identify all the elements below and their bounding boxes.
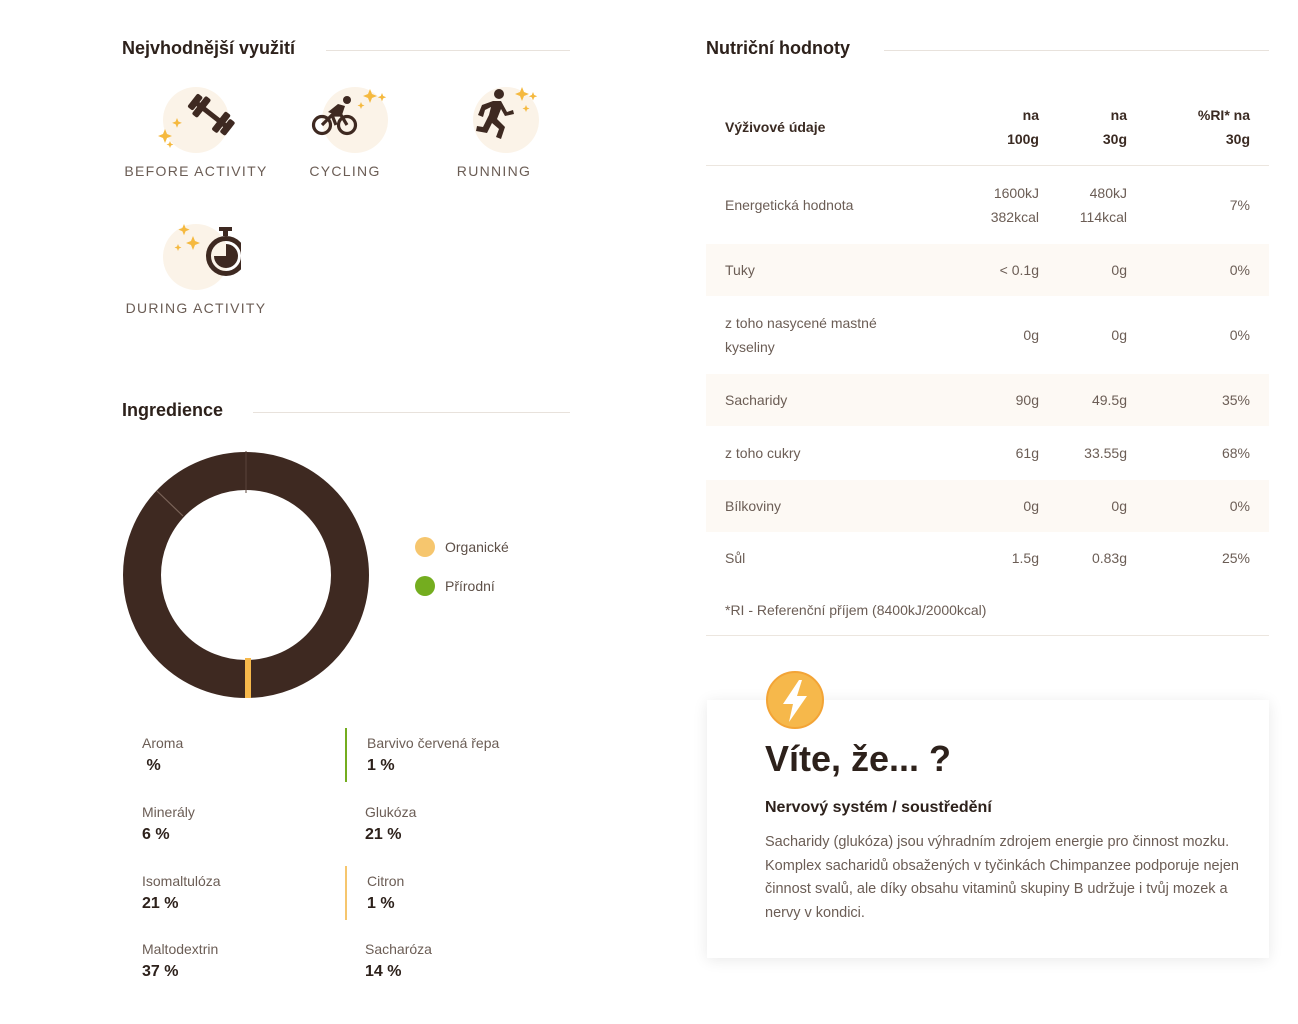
card-text: Sacharidy (glukóza) jsou výhradním zdrojem energie pro činnost mozku. Komplex sacharidů obsažených v tyčinkách Chimpanzee podporuje nejen činnost svalů, ale díky obsahu vitaminů skupiny B udržuje i tvůj mozek a nervy v kondici. [765, 834, 1239, 921]
legend-item-natural [415, 576, 495, 596]
legend-dot-natural [415, 576, 435, 596]
ingredient-value: 1 % [367, 895, 395, 912]
table-row: Energetická hodnota 1600kJ 382kcal 480kJ 114kcal 7% [725, 185, 1250, 225]
usage-title-divider [326, 50, 570, 51]
runner-icon [449, 85, 539, 155]
nutrition-title-divider [884, 50, 1269, 51]
legend-dot-organic [415, 537, 435, 557]
header-per-30g: na 30g [1102, 106, 1127, 147]
nutrition-table [706, 88, 1269, 636]
ingredient-name: Isomaltulóza [142, 873, 221, 889]
ingredient-name: Barvivo červená řepa [367, 735, 500, 751]
usage-item-before-activity [121, 85, 271, 179]
ingredient-name: Citron [367, 873, 405, 889]
table-row: z toho nasycené mastné kyseliny 0g 0g 0% [725, 315, 1250, 355]
ingredients-title-divider [253, 412, 570, 413]
card-title: Víte, že... ? [765, 738, 952, 779]
table-row: Tuky < 0.1g 0g 0% [706, 244, 1269, 296]
table-row: Sůl 1.5g 0.83g 25% [725, 550, 1250, 566]
dumbbell-icon [151, 85, 241, 155]
usage-item-running [419, 85, 569, 179]
usage-title: Nejvhodnější využití [122, 38, 296, 58]
organic-marker [345, 866, 347, 920]
nutrition-footnote: *RI - Referenční příjem (8400kJ/2000kcal) [706, 584, 1269, 636]
table-row: Sacharidy 90g 49.5g 35% [706, 374, 1269, 426]
ingredient-maltodextrin [142, 941, 342, 981]
usage-label: RUNNING [456, 163, 532, 179]
cyclist-icon [300, 85, 390, 155]
donut-main-ring [142, 471, 350, 679]
table-row: Bílkoviny 0g 0g 0% [706, 480, 1269, 532]
ingredients-donut-chart [122, 451, 370, 699]
ingredient-glukoza [365, 804, 565, 844]
legend-label: Přírodní [445, 578, 495, 594]
nutrition-table-header [706, 88, 1269, 166]
ingredient-value: 1 % [367, 757, 395, 774]
ingredient-name: Minerály [142, 804, 195, 820]
card-subtitle: Nervový systém / soustředění [765, 799, 992, 816]
ingredient-value: % [142, 757, 161, 774]
ingredient-mineraly [142, 804, 342, 844]
header-per-100g: na 100g [1007, 106, 1039, 147]
ingredient-aroma [142, 735, 342, 775]
ingredient-name: Aroma [142, 735, 184, 751]
ingredient-value: 37 % [142, 963, 179, 980]
ingredient-barvivo [367, 735, 567, 775]
ingredient-value: 21 % [365, 826, 402, 843]
ingredient-value: 6 % [142, 826, 170, 843]
usage-label: BEFORE ACTIVITY [124, 163, 268, 179]
ingredient-sacharoza [365, 941, 565, 981]
header-nutrient: Výživové údaje [725, 118, 826, 135]
ingredient-name: Sacharóza [365, 941, 432, 957]
usage-label: CYCLING [309, 163, 381, 179]
lightning-icon [765, 670, 825, 730]
ingredient-citron [367, 873, 567, 913]
ingredient-value: 14 % [365, 963, 402, 980]
legend-label: Organické [445, 539, 509, 555]
usage-item-during-activity [121, 222, 271, 316]
ingredient-value: 21 % [142, 895, 179, 912]
header-ri: %RI* na 30g [1197, 106, 1250, 147]
stopwatch-icon [151, 222, 241, 292]
usage-item-cycling [270, 85, 420, 179]
legend-item-organic [415, 537, 509, 557]
ingredient-isomaltuloza [142, 873, 342, 913]
ingredient-name: Maltodextrin [142, 941, 219, 957]
usage-label: DURING ACTIVITY [125, 300, 267, 316]
ingredient-name: Glukóza [365, 804, 417, 820]
table-row: z toho cukry 61g 33.55g 68% [725, 445, 1250, 461]
ingredients-title: Ingredience [122, 400, 224, 420]
nutrition-title: Nutriční hodnoty [706, 38, 850, 58]
donut-organic-segment [245, 658, 251, 698]
natural-marker [345, 728, 347, 782]
